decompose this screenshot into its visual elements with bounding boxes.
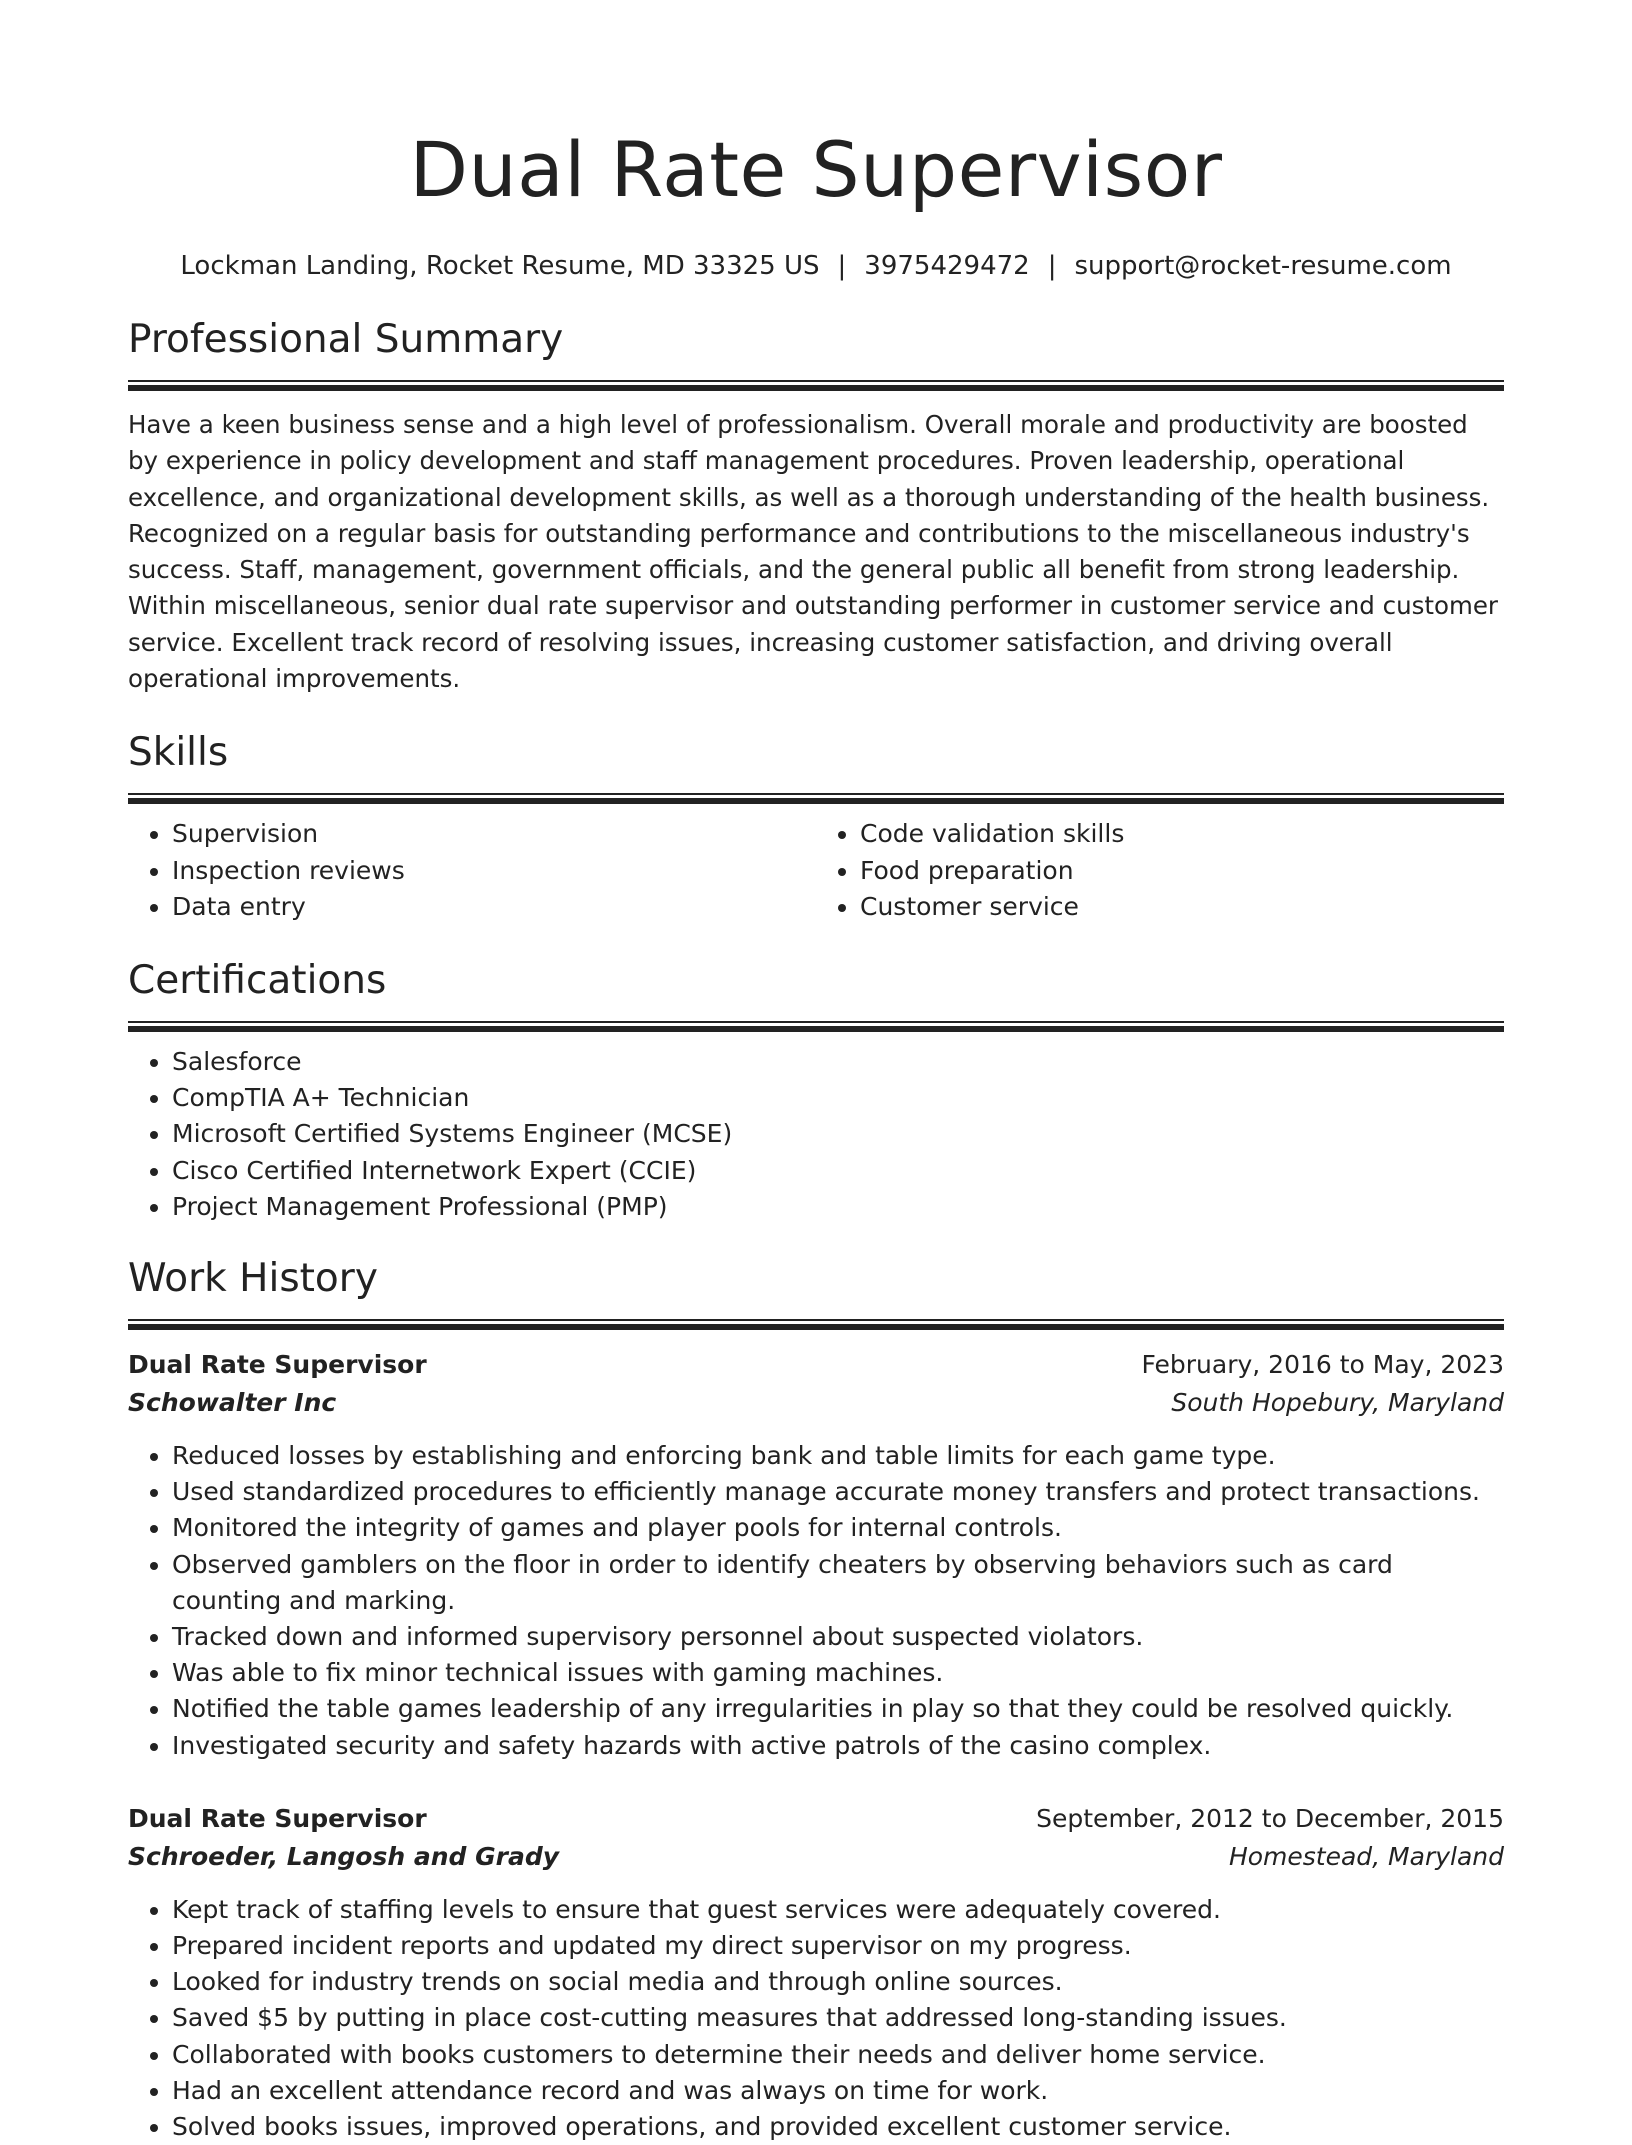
job-bullet: • Kept track of staffing levels to ensure that guest services were adequately covered. — [172, 1892, 1504, 1928]
skills-heading: Skills — [128, 730, 229, 776]
contact-line — [128, 248, 1504, 284]
job-bullet: • Used standardized procedures to efficiently manage accurate money transfers and protect transactions. — [172, 1474, 1504, 1510]
work-history-heading: Work History — [128, 1256, 378, 1301]
skill-item: • Inspection reviews — [172, 853, 816, 889]
certification-item: • CompTIA A+ Technician — [172, 1080, 1504, 1116]
section-divider — [128, 1319, 1504, 1330]
job-bullet: • Observed gamblers on the floor in order to identify cheaters by observing behaviors such as card counting and marking. — [172, 1547, 1504, 1619]
job-location: South Hopebury, Maryland — [1171, 1388, 1504, 1417]
job-bullets — [128, 1438, 1504, 1764]
contact-separator: | — [1047, 251, 1057, 281]
contact-email: support@rocket-resume.com — [1074, 251, 1452, 281]
job-subheader-row — [128, 1384, 1504, 1422]
summary-heading: Professional Summary — [128, 317, 564, 362]
contact-phone: 3975429472 — [864, 251, 1030, 281]
skill-item: • Customer service — [860, 889, 1504, 925]
contact-address: Lockman Landing, Rocket Resume, MD 33325 US — [180, 251, 820, 281]
skills-list-right — [816, 816, 1504, 925]
job-dates: February, 2016 to May, 2023 — [1141, 1350, 1504, 1379]
job-bullet: • Looked for industry trends on social media and through online sources. — [172, 1964, 1504, 2000]
certifications-list — [128, 1044, 1504, 1225]
job-dates: September, 2012 to December, 2015 — [1036, 1803, 1504, 1833]
job-company: Schroeder, Langosh and Grady — [128, 1841, 560, 1871]
skill-item: • Supervision — [172, 816, 816, 852]
section-divider — [128, 793, 1504, 804]
job-bullet: • Investigated security and safety hazards with active patrols of the casino complex. — [172, 1728, 1504, 1764]
job-bullet: • Was able to fix minor technical issues with gaming machines. — [172, 1655, 1504, 1691]
skills-section — [128, 727, 1504, 925]
section-divider — [128, 380, 1504, 391]
certification-item: • Microsoft Certified Systems Engineer (MCSE) — [172, 1116, 1504, 1152]
job-company: Schowalter Inc — [128, 1388, 337, 1417]
resume-name: Dual Rate Supervisor — [409, 125, 1223, 214]
job-location: Homestead, Maryland — [1228, 1841, 1504, 1871]
job-bullet: • Notified the table games leadership of any irregularities in play so that they could be resolved quickly. — [172, 1691, 1504, 1727]
job-bullet: • Collaborated with books customers to determine their needs and deliver home service. — [172, 2037, 1504, 2073]
section-divider — [128, 1021, 1504, 1032]
certifications-section — [128, 955, 1504, 1225]
job-title: Dual Rate Supervisor — [128, 1350, 427, 1379]
job-bullet: • Reduced losses by establishing and enforcing bank and table limits for each game type. — [172, 1438, 1504, 1474]
work-history-section — [128, 1253, 1504, 2145]
skills-list-left — [128, 816, 816, 925]
certification-item: • Cisco Certified Internetwork Expert (CCIE) — [172, 1153, 1504, 1189]
skills-grid — [128, 816, 1504, 925]
job-subheader-row — [128, 1838, 1504, 1876]
job-bullet: • Saved $5 by putting in place cost-cutting measures that addressed long-standing issues. — [172, 2000, 1504, 2036]
summary-section — [128, 314, 1504, 697]
skill-item: • Food preparation — [860, 853, 1504, 889]
certification-item: • Project Management Professional (PMP) — [172, 1189, 1504, 1225]
job-entry — [128, 1800, 1504, 2145]
skill-item: • Code validation skills — [860, 816, 1504, 852]
job-header-row — [128, 1346, 1504, 1384]
job-bullet: • Prepared incident reports and updated my direct supervisor on my progress. — [172, 1928, 1504, 1964]
job-bullet: • Had an excellent attendance record and was always on time for work. — [172, 2073, 1504, 2109]
job-bullet: • Solved books issues, improved operations, and provided excellent customer service. — [172, 2109, 1504, 2145]
job-entry — [128, 1346, 1504, 1764]
summary-text: Have a keen business sense and a high level of professionalism. Overall morale and productivity are boosted by experience in policy development and staff management procedures. Proven leadership, operational excellence, and organizational development skills, as well as a thorough understanding of the health business. Recognized on a regular basis for outstanding performance and contributions to the miscellaneous industry's success. Staff, management, government officials, and the general public all benefit from strong leadership. Within miscellaneous, senior dual rate supervisor and outstanding performer in customer service and customer service. Excellent track record of resolving issues, increasing customer satisfaction, and driving overall operational improvements. — [128, 410, 1498, 694]
job-header-row — [128, 1800, 1504, 1838]
job-bullet: • Tracked down and informed supervisory personnel about suspected violators. — [172, 1619, 1504, 1655]
job-bullet: • Monitored the integrity of games and player pools for internal controls. — [172, 1510, 1504, 1546]
job-bullets — [128, 1892, 1504, 2145]
skill-item: • Data entry — [172, 889, 816, 925]
certification-item: • Salesforce — [172, 1044, 1504, 1080]
job-title: Dual Rate Supervisor — [128, 1803, 427, 1833]
certifications-heading: Certifications — [128, 957, 387, 1003]
contact-separator: | — [837, 251, 847, 281]
